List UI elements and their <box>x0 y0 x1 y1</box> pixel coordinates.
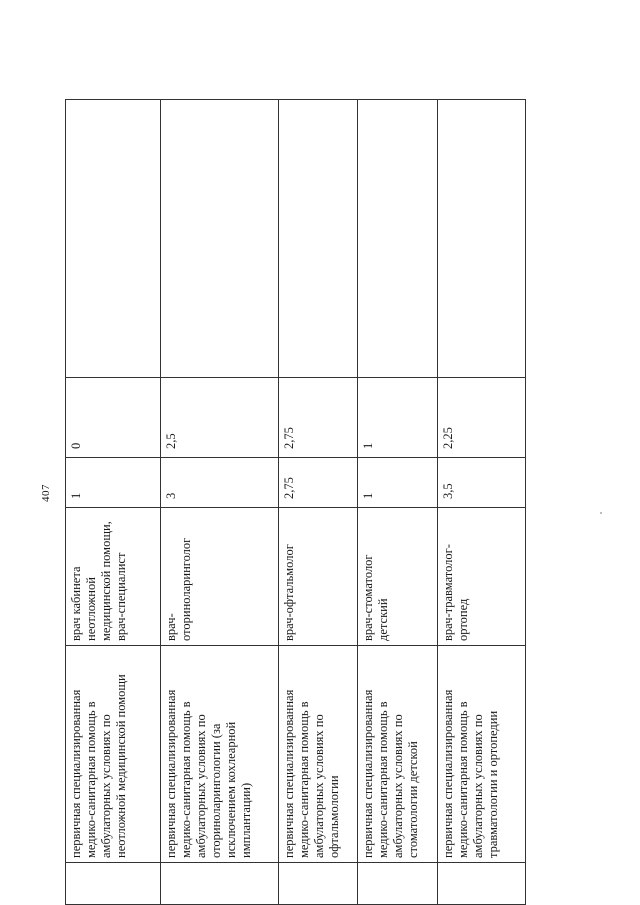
table-row <box>438 100 526 905</box>
scan-speck <box>600 512 602 514</box>
care-standards-table <box>65 99 526 905</box>
table-row <box>279 100 358 905</box>
table-row <box>161 100 279 905</box>
table-row <box>66 100 161 905</box>
care-type-cell: первичная специализированная медико-санитарная помощь в амбулаторных условиях по неотложной медицинской помощи <box>66 646 161 863</box>
empty-cell <box>66 863 161 905</box>
page-number: 407 <box>40 484 52 502</box>
care-type-cell: первичная специализированная медико-санитарная помощь в амбулаторных условиях по офтальмологии <box>279 646 358 863</box>
value2-cell: 2,75 <box>279 378 358 458</box>
value1-cell: 3 <box>161 458 279 508</box>
empty-cell <box>66 100 161 378</box>
empty-cell <box>161 100 279 378</box>
value1-cell: 1 <box>66 458 161 508</box>
specialist-cell: врач-травматолог-ортопед <box>438 508 526 646</box>
value1-cell: 3,5 <box>438 458 526 508</box>
value2-cell: 1 <box>358 378 438 458</box>
specialist-cell: врач-офтальмолог <box>279 508 358 646</box>
empty-cell <box>358 863 438 905</box>
specialist-cell: врач-оториноларинголог <box>161 508 279 646</box>
care-type-cell: первичная специализированная медико-санитарная помощь в амбулаторных условиях по стоматологии детской <box>358 646 438 863</box>
empty-cell <box>438 863 526 905</box>
specialist-cell: врач-стоматолог детский <box>358 508 438 646</box>
value1-cell: 1 <box>358 458 438 508</box>
empty-cell <box>438 100 526 378</box>
value2-cell: 2,5 <box>161 378 279 458</box>
care-type-cell: первичная специализированная медико-санитарная помощь в амбулаторных условиях по травматологии и ортопедии <box>438 646 526 863</box>
empty-cell <box>161 863 279 905</box>
specialist-cell: врач кабинета неотложной медицинской помощи, врач-специалист <box>66 508 161 646</box>
value1-cell: 2,75 <box>279 458 358 508</box>
empty-cell <box>279 100 358 378</box>
empty-cell <box>279 863 358 905</box>
value2-cell: 0 <box>66 378 161 458</box>
care-type-cell: первичная специализированная медико-санитарная помощь в амбулаторных условиях по оториноларингологии (за исключением кохлеарной имплантации) <box>161 646 279 863</box>
rotated-table-container <box>65 100 525 905</box>
value2-cell: 2,25 <box>438 378 526 458</box>
table-row <box>358 100 438 905</box>
empty-cell <box>358 100 438 378</box>
